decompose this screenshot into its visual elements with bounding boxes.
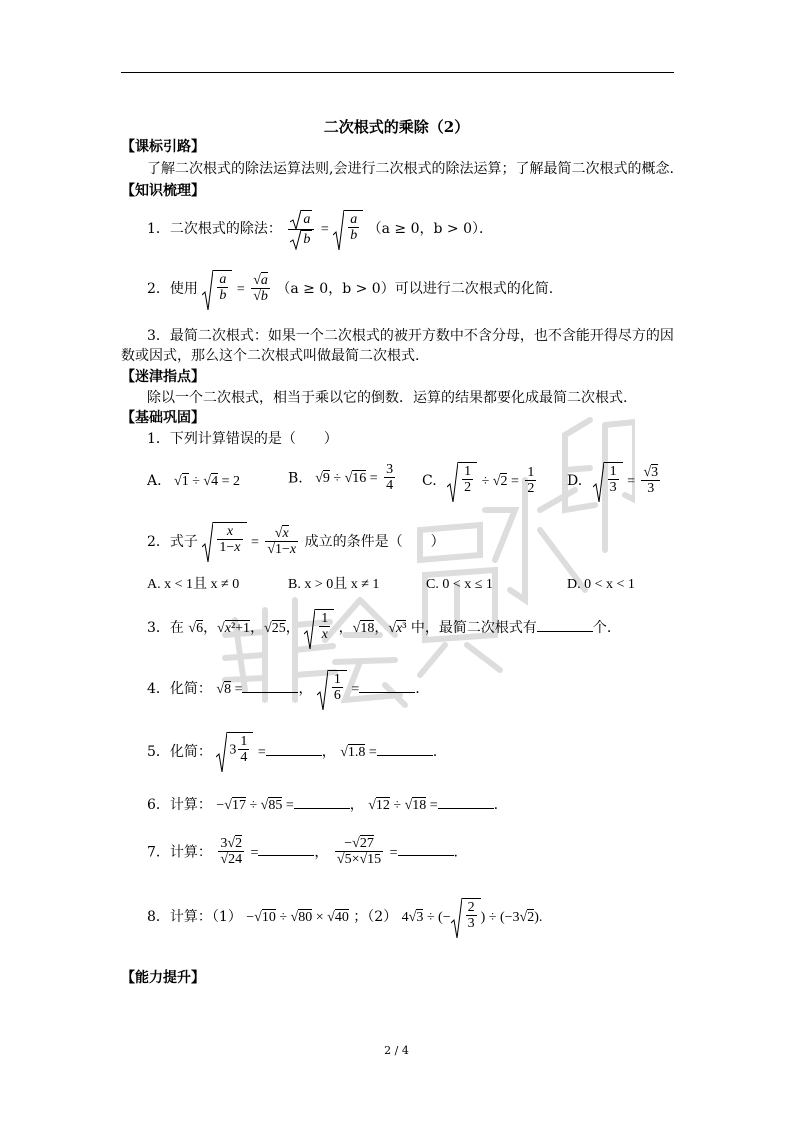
question-1-option-b: B. √9 ÷ √16 = $\frac{3}{4}$ xyxy=(288,462,394,494)
math-fraction: $\frac{a}{b}$ xyxy=(288,210,314,247)
page-title: 二次根式的乘除（2） xyxy=(323,118,470,136)
question-1-option-d: D. $\frac{1}{3}$ = $\frac{√3}{3}$ xyxy=(567,462,662,500)
item-prefix: 2．使用 xyxy=(147,281,198,297)
question-5: 5．化简： 3 $\frac{1}{4}$ = ， √1.8 = . xyxy=(147,732,437,772)
section-heading: 【基础巩固】 xyxy=(121,410,205,426)
knowledge-item-3-line1: 3．最简二次根式：如果一个二次根式的被开方数中不含分母，也不含能开得尽方的因 xyxy=(147,328,674,344)
item-condition: （a ≥ 0，b > 0）． xyxy=(367,221,494,237)
tip-text: 除以一个二次根式，相当于乘以它的倒数．运算的结果都要化成最简二次根式. xyxy=(147,390,628,406)
item-suffix: （a ≥ 0，b > 0）可以进行二次根式的化简. xyxy=(276,281,554,297)
question-2-option-a: A. x < 1且 x ≠ 0 xyxy=(147,577,240,592)
page-number: 2 / 4 xyxy=(384,1044,409,1057)
knowledge-item-1: 1．二次根式的除法： $\frac{a}{b}$ = $\frac{a}{b}$ （a ≥ 0，b > 0）． xyxy=(147,210,493,248)
question-6: 6．计算： −√17 ÷ √85 = ， √12 ÷ √18 = . xyxy=(147,797,499,813)
question-8: 8．计算：（1） −√10 ÷ √80 × √40 ；（2） 4√3 ÷ (− $\frac{2}{3}$ ) ÷ (−3√2). xyxy=(147,898,542,936)
math-sqrt: $\frac{a}{b}$ xyxy=(202,270,232,308)
question-1-option-a: A. √1 ÷ √4 = 2 xyxy=(147,473,240,489)
item-prefix: 1．二次根式的除法： xyxy=(147,221,282,237)
section-heading: 【迷津指点】 xyxy=(121,369,205,385)
question-7: 7．计算： $\frac{3√2}{√24}$ = ， $\frac{-√27}{√5\times√15}$ = . xyxy=(147,836,458,868)
knowledge-item-3-line2: 数或因式，那么这个二次根式叫做最简二次根式. xyxy=(121,348,420,364)
question-4: 4．化简： √8 = ， $\frac{1}{6}$ = . xyxy=(147,670,420,708)
math-sqrt: $\frac{a}{b}$ xyxy=(333,210,363,248)
section-heading: 【课标引路】 xyxy=(121,139,205,155)
question-2-option-d: D. 0 < x < 1 xyxy=(567,577,635,592)
header-rule xyxy=(121,72,674,73)
question-3: 3．在 √6，√x²+1，√25， $\frac{1}{x}$ ，√18，√x³ 中，最简二次根式有 个. xyxy=(147,609,611,647)
section-heading: 【知识梳理】 xyxy=(121,183,205,199)
question-1-stem: 1．下列计算错误的是（ ） xyxy=(147,431,338,447)
math-fraction: $\frac{√a}{√b}$ xyxy=(253,272,268,305)
section-heading: 【能力提升】 xyxy=(121,970,205,986)
question-2-option-b: B. x > 0且 x ≠ 1 xyxy=(288,577,380,592)
question-2-option-c: C. 0 < x ≤ 1 xyxy=(426,577,493,592)
knowledge-item-2: 2．使用 $\frac{a}{b}$ = $\frac{√a}{√b}$ （a ≥ 0，b > 0）可以进行二次根式的化简. xyxy=(147,270,553,308)
question-2-stem: 2．式子 $\frac{x}{1-x}$ = $\frac{√x}{√1-x}$ 成立的条件是（ ） xyxy=(147,522,445,562)
question-1-option-c: C. $\frac{1}{2}$ ÷ √2 = $\frac{1}{2}$ xyxy=(422,462,538,500)
intro-text: 了解二次根式的除法运算法则,会进行二次根式的除法运算；了解最简二次根式的概念. xyxy=(147,161,674,177)
